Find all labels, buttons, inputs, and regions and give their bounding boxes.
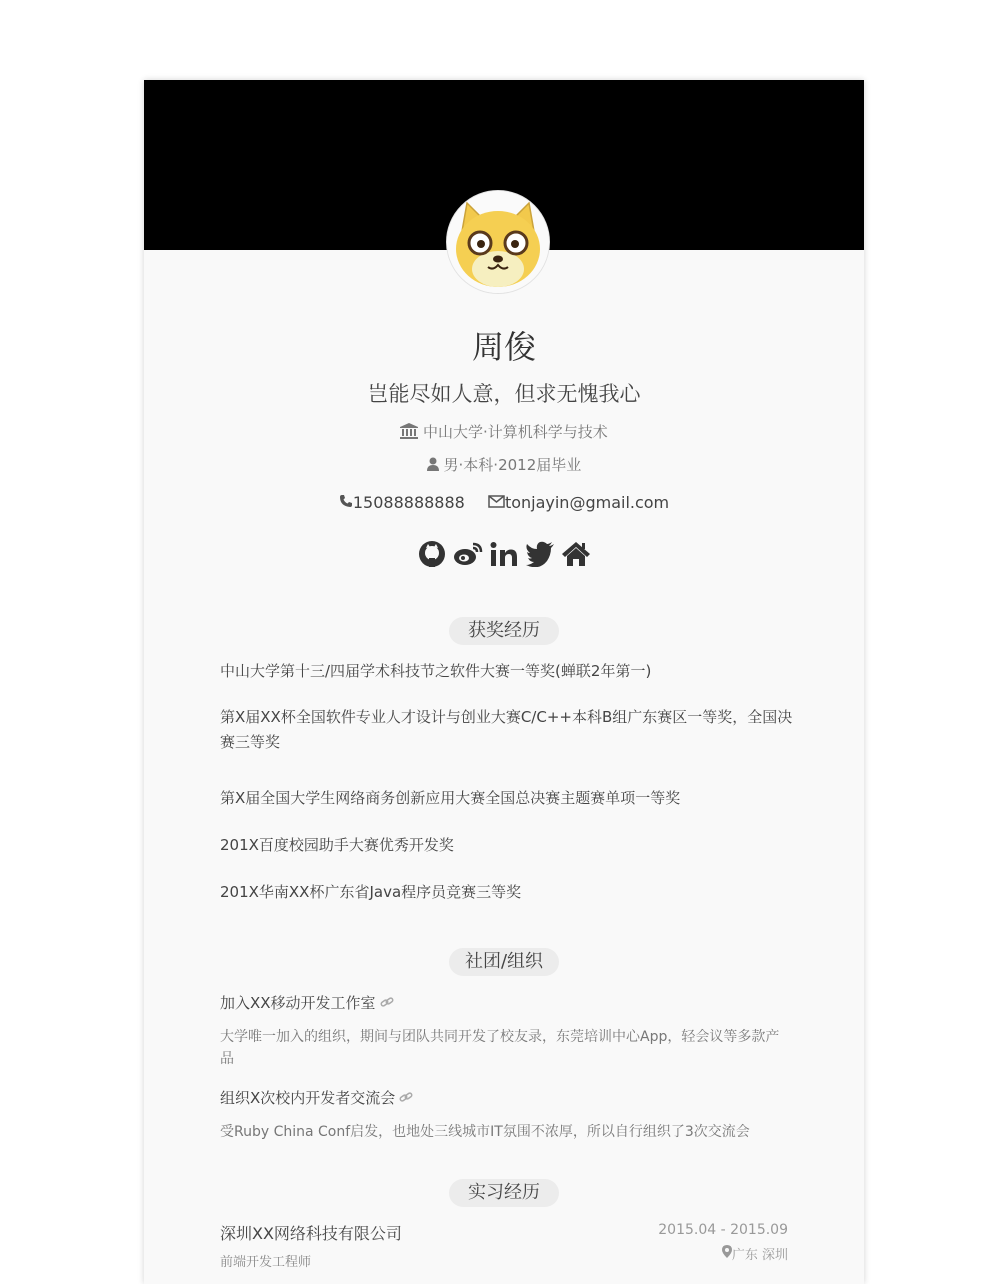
envelope-icon [488,493,505,512]
org-item-desc: 受Ruby China Conf启发，也地处三线城市IT氛围不浓厚，所以自行组织了3次交流会 [220,1124,750,1140]
org-item-desc: 大学唯一加入的组织，期间与团队共同开发了校友录，东莞培训中心App，轻会议等多款产品 [220,1029,780,1067]
org-item-title[interactable] [220,1087,413,1108]
degree-line [144,454,864,475]
link-icon[interactable] [380,994,394,1012]
org-name: 组织X次校内开发者交流会 [220,1089,396,1107]
github-icon[interactable] [417,538,447,570]
section-title-orgs: 社团/组织 [449,948,559,976]
award-item: 中山大学第十三/四届学术科技节之软件大赛一等奖(蝉联2年第一) [220,662,652,680]
award-item: 第X届XX杯全国软件专业人才设计与创业大赛C/C++本科B组广东赛区一等奖，全国决赛三等奖 [220,708,793,751]
section-title-awards: 获奖经历 [449,617,559,645]
org-name: 加入XX移动开发工作室 [220,994,376,1012]
location-text: 广东 深圳 [731,1248,788,1263]
company-name: 深圳XX网络科技有限公司 [220,1224,402,1243]
home-icon[interactable] [561,538,591,570]
profile-motto: 岂能尽如人意，但求无愧我心 [367,382,641,406]
phone-item[interactable] [339,493,465,512]
link-icon[interactable] [399,1089,413,1107]
phone-icon [339,493,353,512]
award-item: 201X华南XX杯广东省Java程序员竞赛三等奖 [220,883,522,901]
profile-name: 周俊 [471,328,536,366]
email-item[interactable] [488,493,669,512]
degree-text: 男·本科·2012届毕业 [443,456,582,474]
phone-text: 15088888888 [352,493,465,512]
section-title-internship: 实习经历 [449,1179,559,1207]
user-icon [427,457,439,475]
award-item: 201X百度校园助手大赛优秀开发奖 [220,836,454,854]
contact-line [144,493,864,512]
avatar [446,190,550,294]
social-links [144,538,864,572]
job-role: 前端开发工程师 [220,1255,312,1270]
school-line [144,421,864,443]
email-text: tonjayin@gmail.com [504,493,670,512]
bank-icon [400,423,418,443]
twitter-icon[interactable] [525,538,555,570]
school-text: 中山大学·计算机科学与技术 [423,423,608,441]
award-item: 第X届全国大学生网络商务创新应用大赛全国总决赛主题赛单项一等奖 [220,789,681,807]
job-date: 2015.04 - 2015.09 [658,1222,788,1238]
linkedin-icon[interactable] [489,538,519,570]
weibo-icon[interactable] [453,538,483,570]
job-location [722,1244,788,1263]
org-item-title[interactable] [220,992,394,1013]
resume-card [144,80,864,1284]
map-marker-icon [722,1245,732,1262]
